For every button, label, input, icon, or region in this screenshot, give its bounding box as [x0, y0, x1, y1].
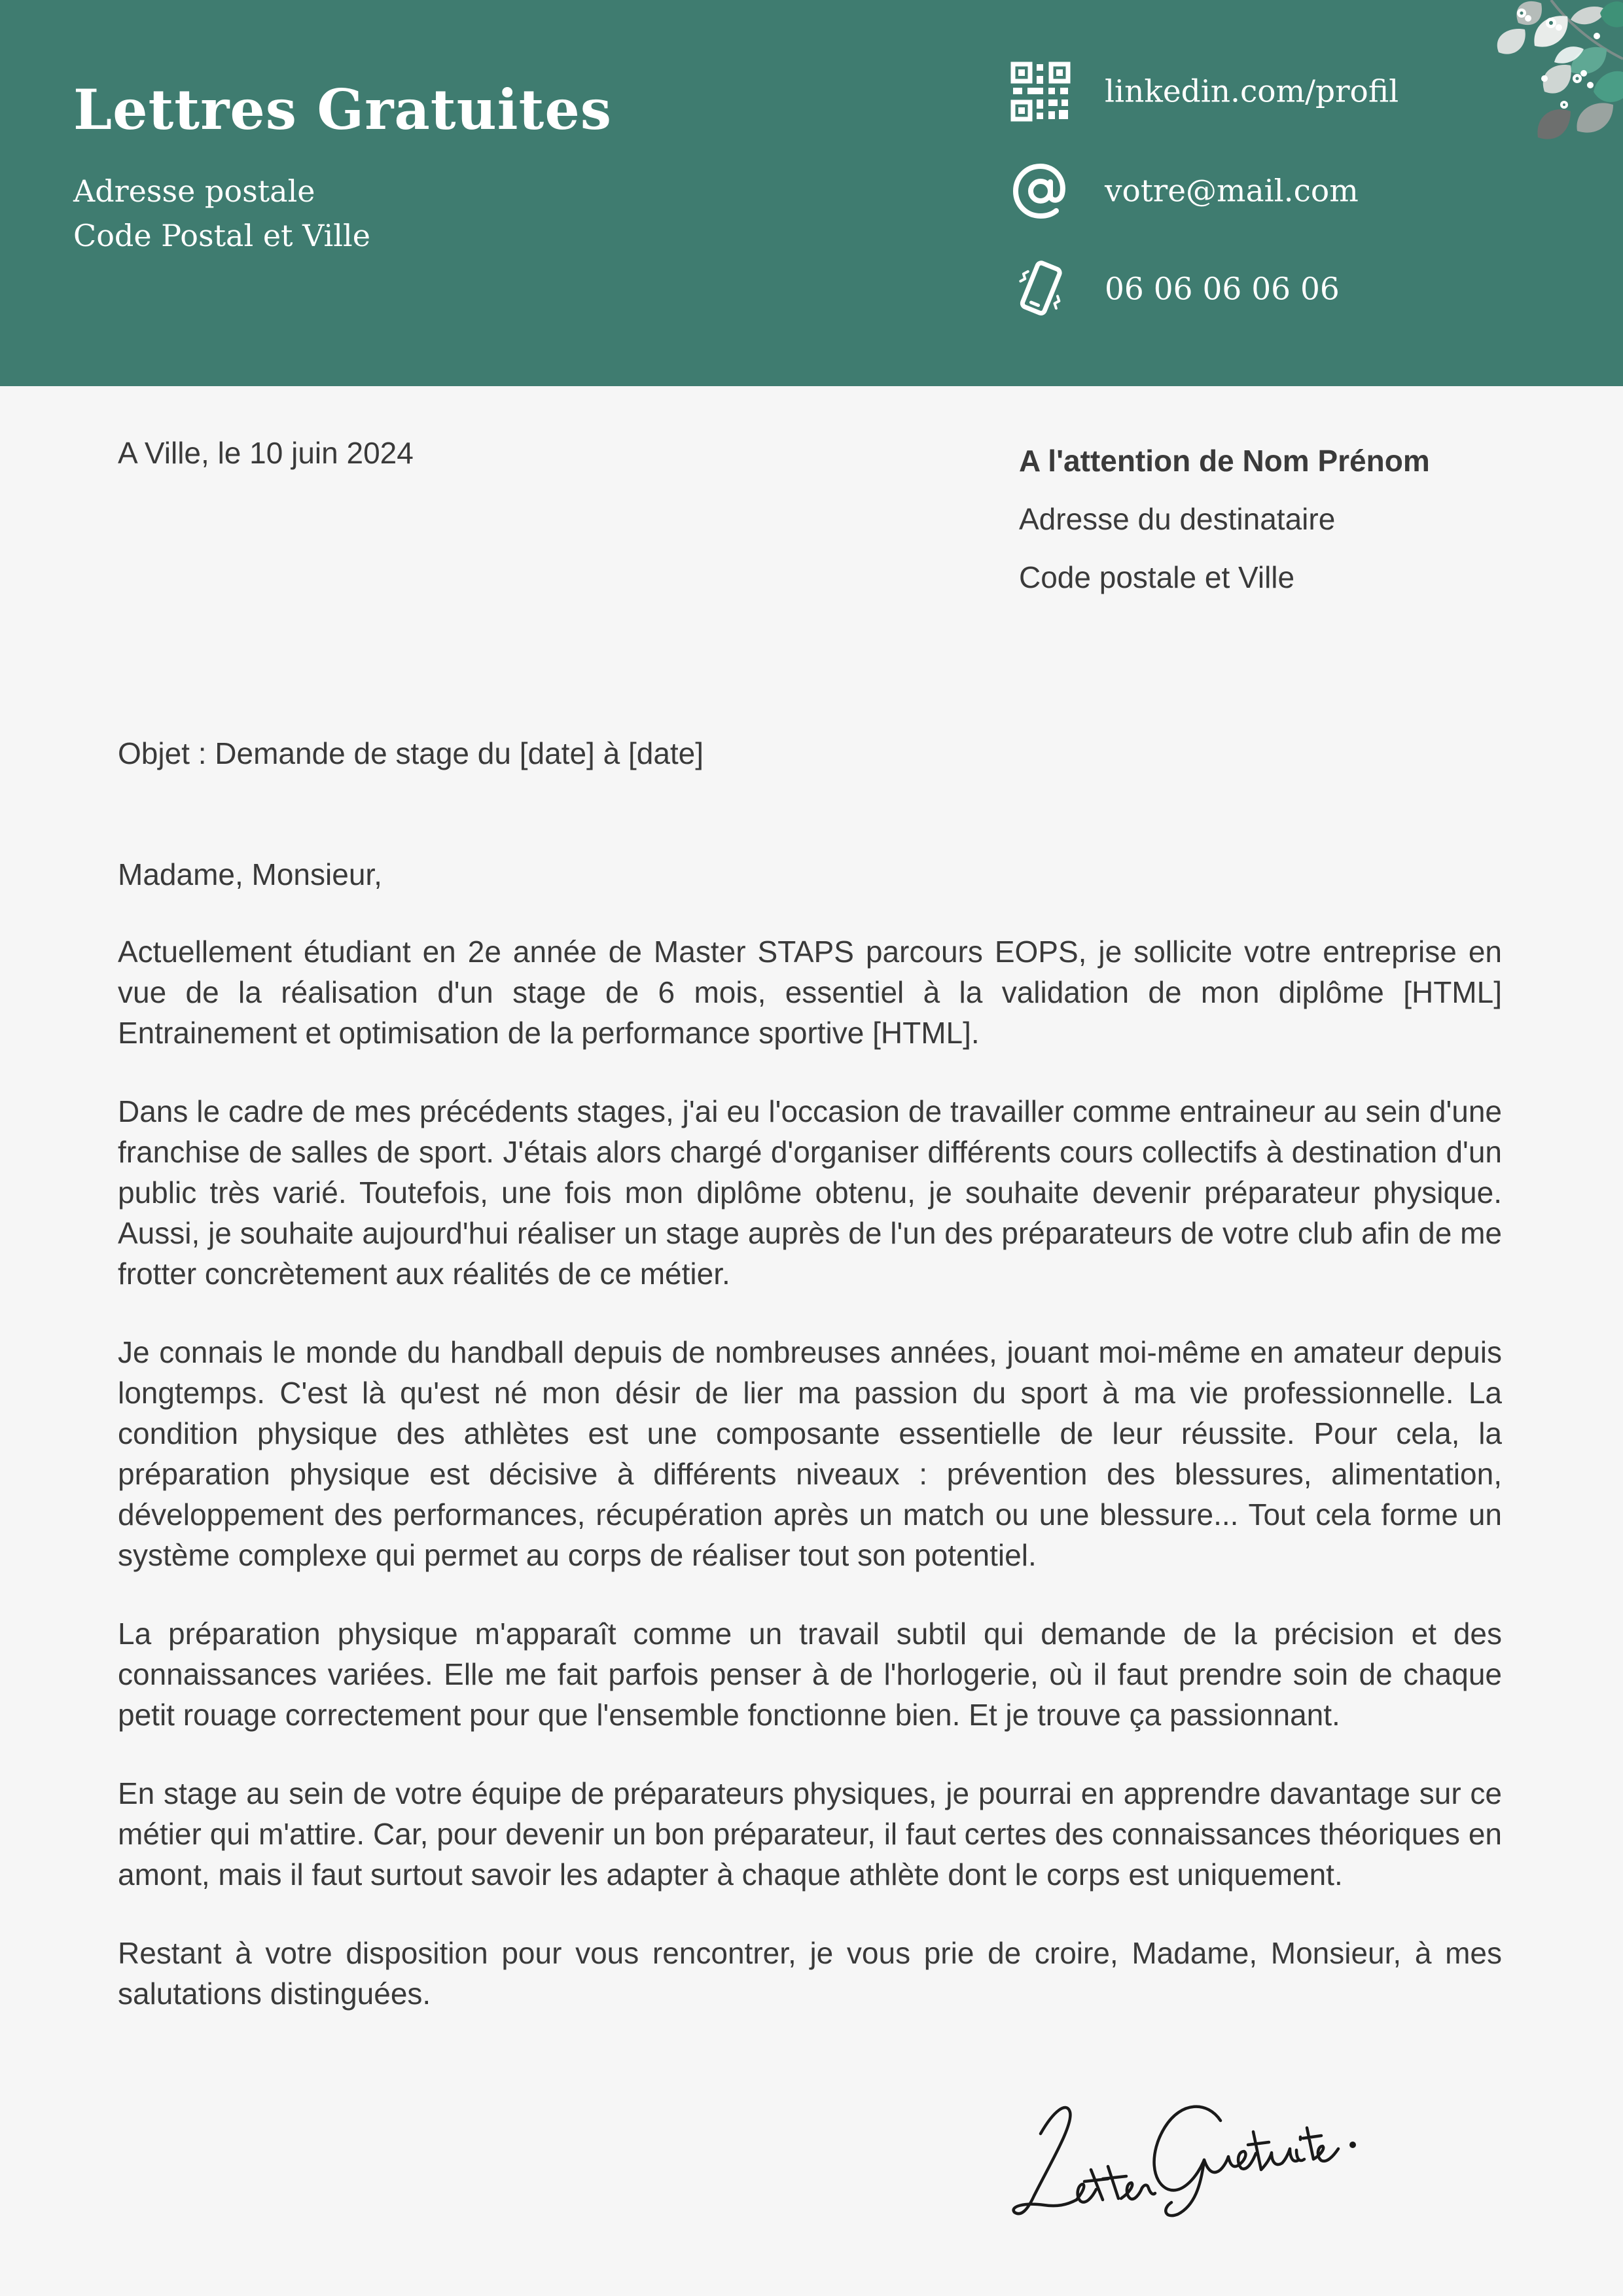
- qr-code-icon: [1008, 59, 1073, 124]
- handwritten-signature: [1005, 2072, 1384, 2229]
- letter-body: [118, 854, 1502, 2052]
- phone-text: 06 06 06 06 06: [1105, 271, 1340, 308]
- sender-name: Lettres Gratuites: [73, 77, 613, 142]
- letter-object: Objet : Demande de stage du [date] à [date]: [118, 736, 704, 770]
- recipient-block: [1019, 432, 1430, 607]
- recipient-name: A l'attention de Nom Prénom: [1019, 444, 1430, 478]
- recipient-address: Adresse du destinataire: [1019, 502, 1336, 536]
- contact-linkedin: [1008, 59, 1466, 124]
- linkedin-text: linkedin.com/profil: [1105, 73, 1399, 110]
- sender-address-line2: Code Postal et Ville: [73, 218, 370, 253]
- paragraph-3: Je connais le monde du handball depuis de nombreuses années, jouant moi-même en amateur depuis longtemps. C'est là qu'est né mon désir de lier ma passion du sport à ma vie professionnelle. La condition physique des athlètes est une composante essentielle de leur réussite. Pour cela, la préparation physique est décisive à différents niveaux : prévention des blessures, alimentation, développement des performances, récupération après un match ou une blessure... Tout cela forme un système complexe qui permet au corps de réaliser tout son potentiel.: [118, 1335, 1502, 1572]
- paragraph-4: La préparation physique m'apparaît comme un travail subtil qui demande de la précision et des connaissances variées. Elle me fait parfois penser à de l'horlogerie, où il faut prendre soin de chaque petit rouage correctement pour que l'ensemble fonctionne bien. Et je trouve ça passionnant.: [118, 1617, 1502, 1732]
- contact-email: [1008, 158, 1466, 224]
- sender-address-line1: Adresse postale: [73, 173, 315, 209]
- paragraph-2: Dans le cadre de mes précédents stages, j'ai eu l'occasion de travailler comme entraineur au sein d'une franchise de salles de sport. J'étais alors chargé d'organiser différents cours collectifs à destination d'un public très varié. Toutefois, une fois mon diplôme obtenu, je souhaite devenir préparateur physique. Aussi, je souhaite aujourd'hui réaliser un stage auprès de l'un des préparateurs de votre club afin de me frotter concrètement aux réalités de ce métier.: [118, 1094, 1502, 1291]
- email-text: votre@mail.com: [1105, 173, 1359, 209]
- letter-date: A Ville, le 10 juin 2024: [118, 436, 414, 470]
- contact-phone: [1008, 257, 1466, 322]
- recipient-city: Code postale et Ville: [1019, 560, 1295, 594]
- at-sign-icon: [1008, 158, 1073, 224]
- paragraph-1: Actuellement étudiant en 2e année de Master STAPS parcours EOPS, je sollicite votre entreprise en vue de la réalisation d'un stage de 6 mois, essentiel à la validation de mon diplôme [HTML] Entrainement et optimisation de la performance sportive [HTML].: [118, 935, 1502, 1050]
- closing-paragraph: Restant à votre disposition pour vous rencontrer, je vous prie de croire, Madame, Monsieur, à mes salutations distinguées.: [118, 1936, 1502, 2011]
- sender-address: [73, 169, 370, 258]
- greeting: Madame, Monsieur,: [118, 857, 382, 891]
- floral-decoration-icon: [1472, 0, 1623, 151]
- letter-header: [0, 0, 1623, 386]
- smartphone-icon: [1008, 257, 1073, 322]
- paragraph-5: En stage au sein de votre équipe de préparateurs physiques, je pourrai en apprendre davantage sur ce métier qui m'attire. Car, pour devenir un bon préparateur, il faut certes des connaissances théoriques en amont, mais il faut surtout savoir les adapter à chaque athlète dont le corps est uniquement.: [118, 1776, 1502, 1892]
